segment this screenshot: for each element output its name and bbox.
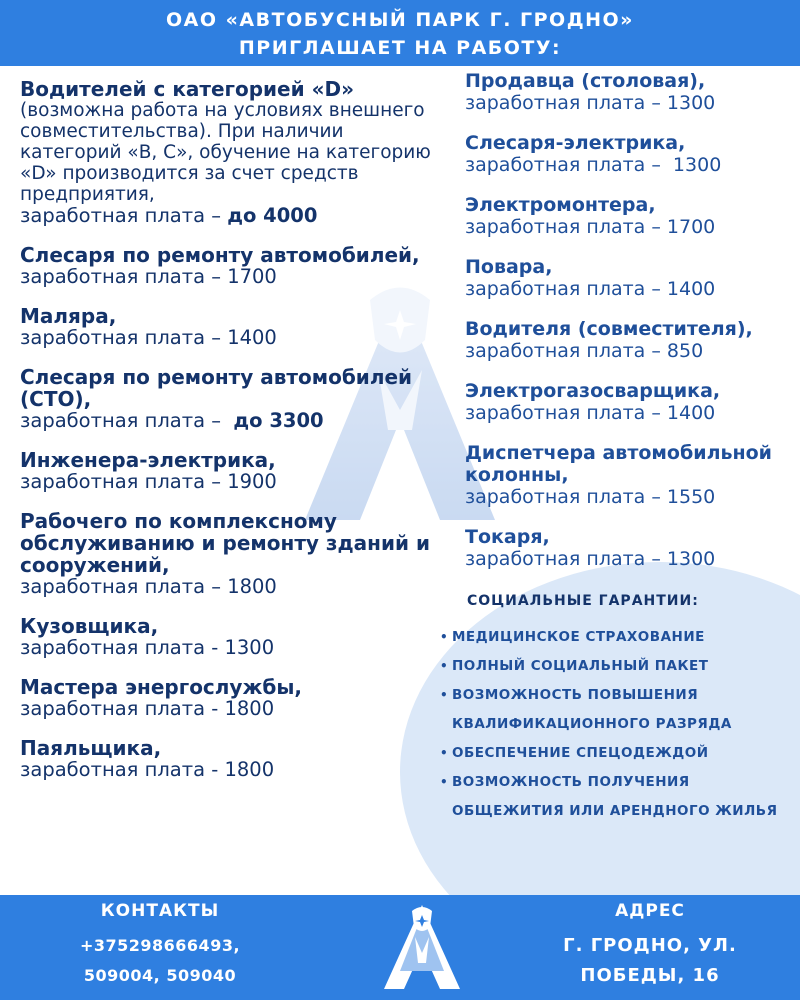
job-welder	[465, 380, 795, 424]
job-electrical-engineer	[20, 449, 440, 493]
bullet-icon: •	[440, 630, 449, 644]
job-salary	[20, 205, 440, 227]
job-maintenance-worker	[20, 510, 440, 598]
guarantee-text: МЕДИЦИНСКОЕ СТРАХОВАНИЕ	[452, 629, 705, 645]
job-car-mechanic	[20, 244, 440, 288]
right-jobs-column	[465, 70, 795, 588]
job-note: (возможна работа на условиях внешнего совместительства). При наличии категорий «В, С», обучение на категорию «D» производится за счет средств предприятия,	[20, 100, 431, 205]
address-line1: Г. ГРОДНО, УЛ.	[563, 935, 737, 956]
social-guarantees	[440, 593, 790, 826]
job-driver-part-time	[465, 318, 795, 362]
job-salary: заработная плата - 1800	[20, 697, 275, 720]
job-salary: заработная плата – 1400	[20, 326, 277, 349]
job-title: Кузовщика,	[20, 614, 159, 638]
job-salary: заработная плата – 1900	[20, 470, 277, 493]
job-salary: заработная плата – 1300	[465, 92, 716, 114]
guarantee-item	[440, 681, 790, 739]
job-turner	[465, 526, 795, 570]
job-electrician-mechanic	[465, 132, 795, 176]
salary-value: до 3300	[233, 409, 324, 432]
guarantee-text: ВОЗМОЖНОСТЬ ПОЛУЧЕНИЯ ОБЩЕЖИТИЯ ИЛИ АРЕНДНОГО ЖИЛЬЯ	[452, 774, 778, 819]
job-cook	[465, 256, 795, 300]
job-title: Водителя (совместителя),	[465, 318, 753, 340]
guarantee-text: ОБЕСПЕЧЕНИЕ СПЕЦОДЕЖДОЙ	[452, 745, 709, 761]
job-salary: заработная плата – 850	[465, 340, 704, 362]
address-title: АДРЕС	[615, 901, 685, 921]
salary-value: до 4000	[227, 204, 318, 227]
job-title: Слесаря по ремонту автомобилей (СТО),	[20, 365, 413, 411]
salary-prefix: заработная плата –	[20, 409, 234, 432]
address-line2: ПОБЕДЫ, 16	[580, 965, 720, 986]
job-solderer	[20, 737, 440, 781]
job-salary: заработная плата – 1700	[20, 265, 277, 288]
job-salary: заработная плата – 1700	[465, 216, 716, 238]
job-title: Водителей с категорией «D»	[20, 77, 355, 101]
bullet-icon: •	[440, 775, 449, 789]
header-banner	[0, 0, 800, 66]
job-car-mechanic-sto	[20, 366, 440, 432]
bullet-icon: •	[440, 688, 449, 702]
footer-banner	[0, 895, 800, 1000]
job-title: Мастера энергослужбы,	[20, 675, 303, 699]
job-title: Электромонтера,	[465, 194, 656, 216]
job-salary: заработная плата – 1550	[465, 486, 716, 508]
bullet-icon: •	[440, 746, 449, 760]
address-block	[540, 901, 760, 991]
guarantee-text: ПОЛНЫЙ СОЦИАЛЬНЫЙ ПАКЕТ	[452, 658, 709, 674]
job-salary: заработная плата – 1400	[465, 402, 716, 424]
contacts-numbers: 509004, 509040	[83, 966, 237, 985]
job-title: Токаря,	[465, 526, 550, 548]
contacts-title: КОНТАКТЫ	[100, 901, 220, 921]
contacts-phone: +375298666493,	[79, 936, 241, 955]
job-title: Диспетчера автомобильной колонны,	[465, 442, 772, 486]
guarantee-text: ВОЗМОЖНОСТЬ ПОВЫШЕНИЯ КВАЛИФИКАЦИОННОГО РАЗРЯДА	[452, 687, 732, 732]
contacts-block	[60, 901, 260, 991]
deer-letter-a-logo-icon	[382, 901, 462, 993]
job-electrician	[465, 194, 795, 238]
job-title: Слесаря по ремонту автомобилей,	[20, 243, 420, 267]
job-salary: заработная плата - 1800	[20, 758, 275, 781]
job-energy-master	[20, 676, 440, 720]
bullet-icon: •	[440, 659, 449, 673]
job-title: Инженера-электрика,	[20, 448, 276, 472]
job-title: Продавца (столовая),	[465, 70, 706, 92]
guarantees-title: СОЦИАЛЬНЫЕ ГАРАНТИИ:	[467, 593, 699, 609]
job-title: Повара,	[465, 256, 553, 278]
job-painter	[20, 305, 440, 349]
guarantee-item	[440, 652, 790, 681]
job-dispatcher	[465, 442, 795, 508]
job-salary: заработная плата – 1800	[20, 575, 277, 598]
left-jobs-column	[20, 78, 440, 798]
job-driver-d	[20, 78, 440, 227]
job-title: Паяльщика,	[20, 736, 162, 760]
guarantee-item	[440, 623, 790, 652]
job-title: Рабочего по комплексному обслуживанию и ремонту зданий и сооружений,	[20, 509, 430, 577]
job-seller-canteen	[465, 70, 795, 114]
job-title: Маляра,	[20, 304, 117, 328]
job-salary: заработная плата - 1300	[20, 636, 275, 659]
guarantee-item	[440, 768, 790, 826]
job-title: Слесаря-электрика,	[465, 132, 686, 154]
job-title: Электрогазосварщика,	[465, 380, 721, 402]
header-title-line2: ПРИГЛАШАЕТ НА РАБОТУ:	[238, 37, 562, 59]
salary-prefix: заработная плата –	[20, 204, 228, 227]
guarantee-item	[440, 739, 790, 768]
job-salary: заработная плата – 1300	[465, 154, 722, 176]
job-salary: заработная плата – 1400	[465, 278, 716, 300]
job-body-repairer	[20, 615, 440, 659]
job-salary	[20, 410, 440, 432]
header-title-line1: ОАО «АВТОБУСНЫЙ ПАРК Г. ГРОДНО»	[166, 9, 634, 31]
job-salary: заработная плата – 1300	[465, 548, 716, 570]
